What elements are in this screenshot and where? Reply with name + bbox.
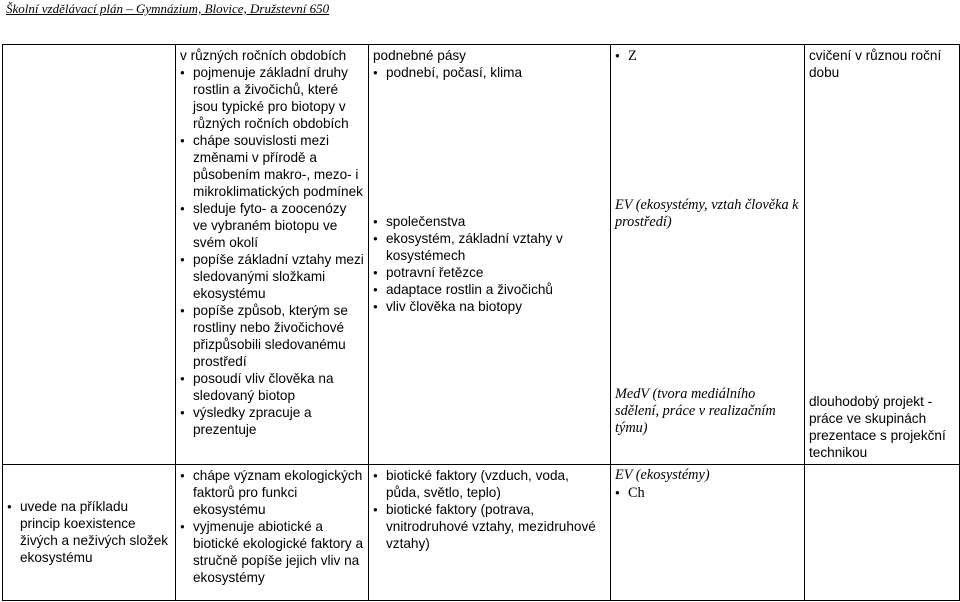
table-cell xyxy=(805,45,960,465)
bullet-item: ● biotické faktory (potrava, vnitrodruhové vztahy, mezidruhové vztahy) xyxy=(373,501,606,552)
table-cell xyxy=(369,465,611,601)
bullet-item: ● vliv člověka na biotopy xyxy=(373,298,606,315)
cell-spacer xyxy=(615,65,800,197)
table-cell xyxy=(611,45,805,465)
bullet-item: ● chápe souvislosti mezi změnami v přírodě a působením makro-, mezo- i mikroklimatických podmínek xyxy=(180,132,364,200)
cell-text: v různých ročních obdobích xyxy=(180,48,347,63)
curriculum-table xyxy=(2,44,960,601)
bullet-item: ● vyjmenuje abiotické a biotické ekologické faktory a stručně popíše jejich vliv na ekosystémy xyxy=(180,518,364,586)
bullet-item: ● společenstva xyxy=(373,213,606,230)
table-cell xyxy=(176,465,369,601)
bullet-item: ● podnebí, počasí, klima xyxy=(373,64,606,81)
bullet-item: ● uvede na příkladu princip koexistence živých a neživých složek ekosystému xyxy=(7,498,171,566)
cell-text: podnebné pásy xyxy=(373,48,466,63)
cell-spacer xyxy=(809,81,955,393)
table-cell xyxy=(369,45,611,465)
bullet-item: ● výsledky zpracuje a prezentuje xyxy=(180,404,364,438)
bullet-item: ● adaptace rostlin a živočichů xyxy=(373,281,606,298)
bullet-item: ● ekosystém, základní vztahy v kosystémech xyxy=(373,230,606,264)
cell-text: EV (ekosystémy) xyxy=(615,467,710,483)
bullet-item: ● biotické faktory (vzduch, voda, půda, světlo, teplo) xyxy=(373,467,606,501)
cell-text: dlouhodobý projekt - práce ve skupinách prezentace s projekční technikou xyxy=(809,394,946,460)
cell-spacer xyxy=(615,232,800,386)
bullet-item: ● Ch xyxy=(615,484,800,502)
table-cell xyxy=(176,45,369,465)
table-row xyxy=(3,465,960,601)
table-cell xyxy=(805,465,960,601)
cell-text: EV (ekosystémy, vztah člověka k prostředí) xyxy=(615,197,799,231)
cell-spacer xyxy=(373,81,606,213)
bullet-item: ● popíše způsob, kterým se rostliny nebo živočichové přizpůsobili sledovanému prostředí xyxy=(180,302,364,370)
bullet-item: ● Z xyxy=(615,47,800,65)
cell-text: cvičení v různou roční dobu xyxy=(809,48,942,80)
bullet-item: ● pojmenuje základní druhy rostlin a živočichů, které jsou typické pro biotopy v různých ročních obdobích xyxy=(180,64,364,132)
table-row xyxy=(3,45,960,465)
table-cell xyxy=(611,465,805,601)
document-header: Školní vzdělávací plán – Gymnázium, Blovice, Družstevní 650 xyxy=(6,1,330,16)
bullet-item: ● popíše základní vztahy mezi sledovanými složkami ekosystému xyxy=(180,251,364,302)
bullet-item: ● sleduje fyto- a zoocenózy ve vybraném biotopu ve svém okolí xyxy=(180,200,364,251)
bullet-item: ● potravní řetězce xyxy=(373,264,606,281)
bullet-item: ● chápe význam ekologických faktorů pro funkci ekosystému xyxy=(180,467,364,518)
bullet-item: ● posoudí vliv člověka na sledovaný biotop xyxy=(180,370,364,404)
table-cell xyxy=(3,45,176,465)
table-cell xyxy=(3,465,176,601)
cell-text: MedV (tvora mediálního sdělení, práce v realizačním týmu) xyxy=(615,385,776,437)
